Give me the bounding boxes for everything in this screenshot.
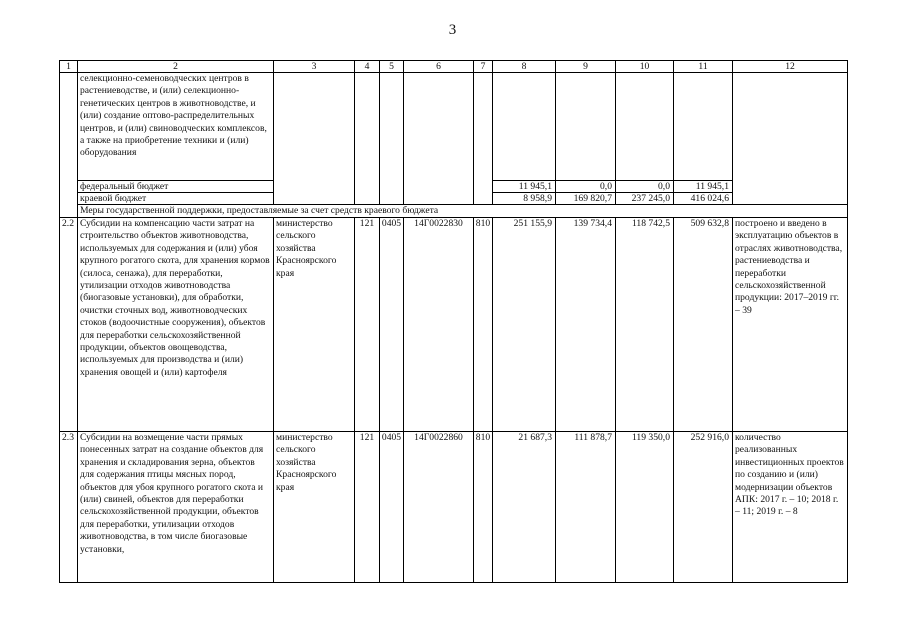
budget-label: федеральный бюджет bbox=[78, 181, 274, 193]
rzpr-code: 0405 bbox=[380, 432, 404, 583]
value-cell: 252 916,0 bbox=[674, 432, 733, 583]
value-cell: 0,0 bbox=[556, 181, 616, 193]
budget-label: краевой бюджет bbox=[78, 193, 274, 205]
vr-code: 810 bbox=[474, 432, 493, 583]
value-cell: 21 687,3 bbox=[493, 432, 556, 583]
measure-name: Субсидии на возмещение части прямых понесенных затрат на создание объектов для хранения и складирования зерна, объектов для содержания птицы мясных пород, объектов для убоя крупного рогатого скота и (или) свиней, объектов для переработки сельскохозяйственной продукции, объектов для переработки, утилизации отходов животноводства, в том числе биогазовые установки, bbox=[78, 432, 274, 583]
col-header: 4 bbox=[355, 61, 380, 73]
col-header: 10 bbox=[616, 61, 674, 73]
value-cell: 111 878,7 bbox=[556, 432, 616, 583]
value-cell: 0,0 bbox=[616, 181, 674, 193]
rzpr-code: 0405 bbox=[380, 218, 404, 432]
grbs-code: 121 bbox=[355, 218, 380, 432]
column-number-row bbox=[60, 61, 848, 73]
expected-result: построено и введено в эксплуатацию объектов в отраслях животноводства, растениеводства и переработки сельскохозяйственной продукции: 2017–2019 гг. – 39 bbox=[733, 218, 848, 432]
carry-over-row bbox=[60, 73, 848, 181]
col-header: 5 bbox=[380, 61, 404, 73]
value-cell: 118 742,5 bbox=[616, 218, 674, 432]
section-title-row bbox=[60, 205, 848, 218]
value-cell: 119 350,0 bbox=[616, 432, 674, 583]
grbs-code: 121 bbox=[355, 432, 380, 583]
value-cell: 251 155,9 bbox=[493, 218, 556, 432]
value-cell: 237 245,0 bbox=[616, 193, 674, 205]
col-header: 11 bbox=[674, 61, 733, 73]
executor: министерство сельского хозяйства Красноярского края bbox=[274, 218, 355, 432]
col-header: 7 bbox=[474, 61, 493, 73]
section-title: Меры государственной поддержки, предоставляемые за счет средств краевого бюджета bbox=[78, 205, 848, 218]
table-row bbox=[60, 432, 848, 583]
measure-name: Субсидии на компенсацию части затрат на строительство объектов животноводства, используемых для содержания и (или) убоя крупного рогатого скота, для хранения кормов (силоса, сенажа), для переработки, утилизации отходов животноводства (биогазовые установки), для обработки, очистки сточных вод, животноводческих стоков (водоочистные сооружения), объектов для переработки сельскохозяйственной продукции, объектов овощеводства, используемых для производства и (или) хранения овощей и (или) картофеля bbox=[78, 218, 274, 432]
page-number: 3 bbox=[448, 22, 457, 38]
value-cell: 169 820,7 bbox=[556, 193, 616, 205]
vr-code: 810 bbox=[474, 218, 493, 432]
value-cell: 139 734,4 bbox=[556, 218, 616, 432]
value-cell: 8 958,9 bbox=[493, 193, 556, 205]
table-row bbox=[60, 218, 848, 432]
row-number: 2.3 bbox=[60, 432, 78, 583]
col-header: 6 bbox=[404, 61, 474, 73]
program-table bbox=[59, 60, 848, 583]
col-header: 2 bbox=[78, 61, 274, 73]
row-number: 2.2 bbox=[60, 218, 78, 432]
value-cell: 11 945,1 bbox=[674, 181, 733, 193]
col-header: 12 bbox=[733, 61, 848, 73]
value-cell: 416 024,6 bbox=[674, 193, 733, 205]
csr-code: 14Г0022860 bbox=[404, 432, 474, 583]
col-header: 9 bbox=[556, 61, 616, 73]
csr-code: 14Г0022830 bbox=[404, 218, 474, 432]
value-cell: 11 945,1 bbox=[493, 181, 556, 193]
col-header: 1 bbox=[60, 61, 78, 73]
col-header: 3 bbox=[274, 61, 355, 73]
executor: министерство сельского хозяйства Красноярского края bbox=[274, 432, 355, 583]
expected-result: количество реализованных инвестиционных проектов по созданию и (или) модернизации объектов АПК: 2017 г. – 10; 2018 г. – 11; 2019 г. – 8 bbox=[733, 432, 848, 583]
col-header: 8 bbox=[493, 61, 556, 73]
carry-over-text: селекционно-семеноводческих центров в растениеводстве, и (или) селекционно-генетических центров в животноводстве, и (или) создание оптово-распределительных центров, и (или) свиноводческих комплексов, а также на приобретение техники и (или) оборудования bbox=[78, 73, 274, 181]
value-cell: 509 632,8 bbox=[674, 218, 733, 432]
